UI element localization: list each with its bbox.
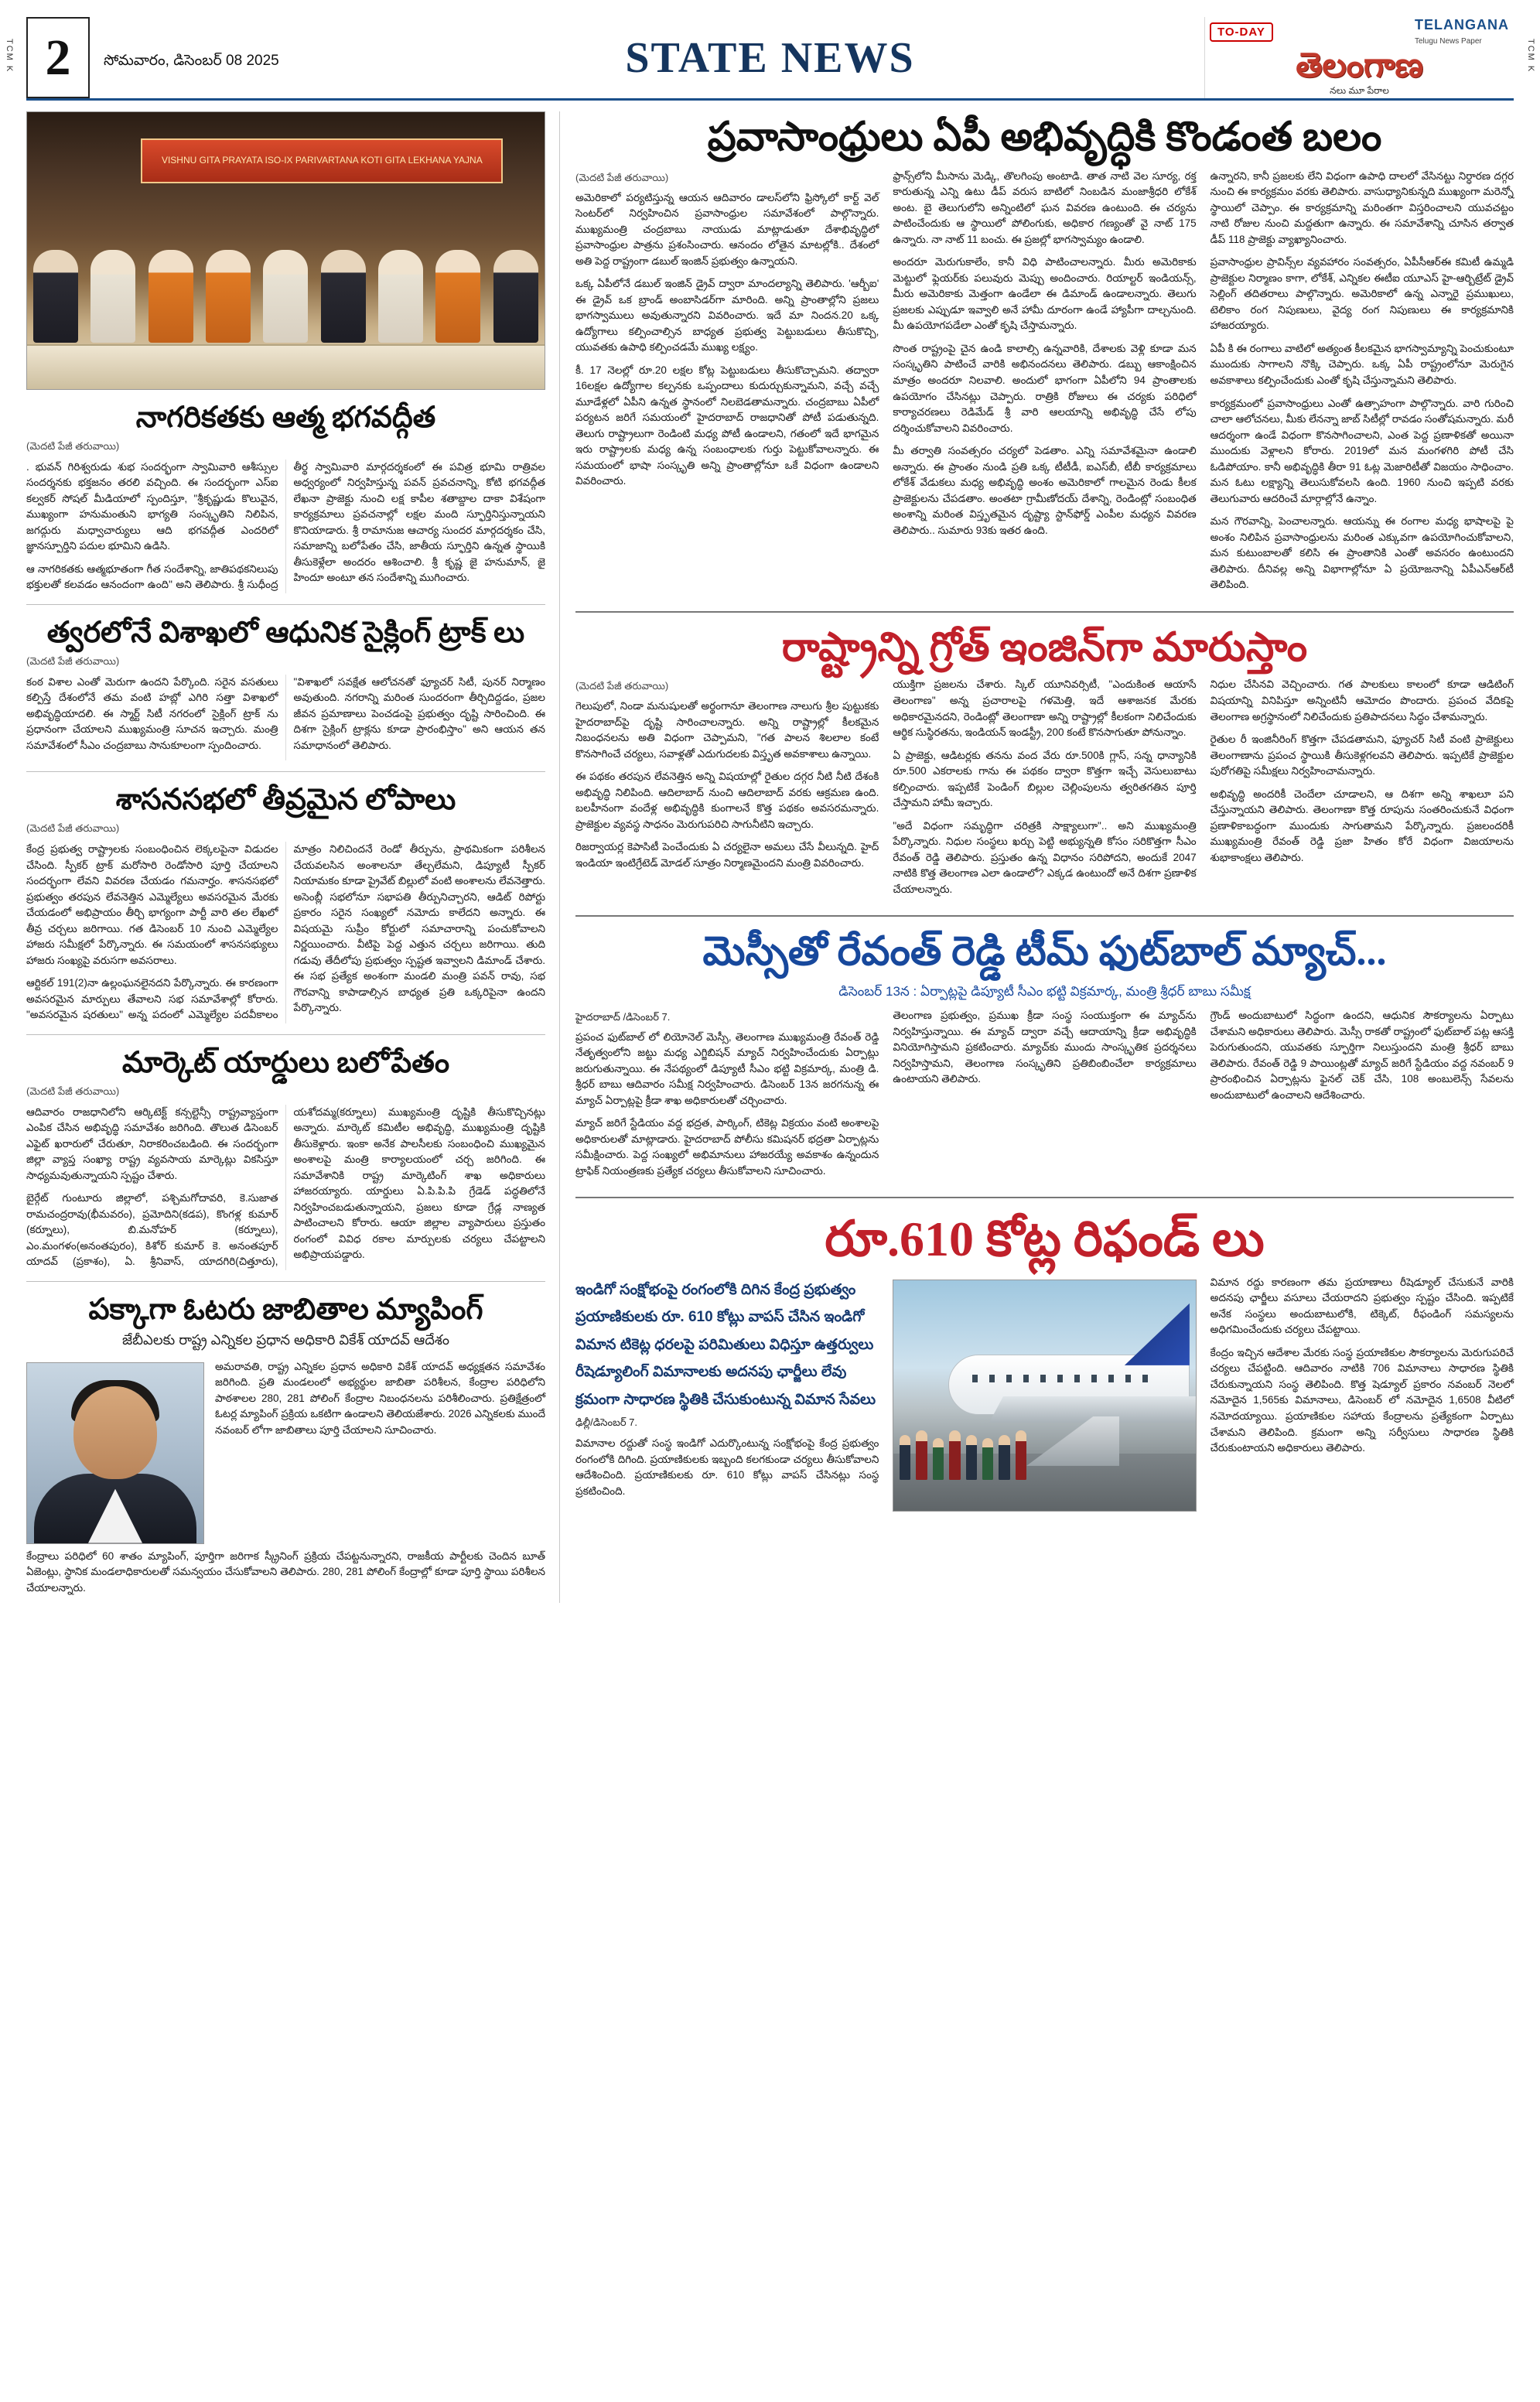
official-portrait-photo	[26, 1362, 204, 1544]
logo-subtitle: Telugu News Paper	[1415, 37, 1482, 46]
paragraph: రిజర్వాయర్ల కెపాసిటీ పెంచేందుకు ఏ చర్యలైనా అమలు చేసే వీలున్నది. హైద్ ఇండియా ఇంటిగ్రేటెడ్ మోడల్ సూత్రం నిర్మాణమైందని మంత్రి వివరించారు.	[575, 841, 879, 869]
paragraph: అమెరికాలో పర్యటిస్తున్న ఆయన ఆదివారం డాలస్‌లోని ఫ్రిస్కోలో కార్ట్ వెల్ సెంటర్‌లో నిర్వహించిన ప్రవాసాంధ్రుల సమావేశంలో పాల్గొన్నారు. ముఖ్యమంత్రి చంద్రబాబు నాయుడు మాట్లాడుతూ దేశాభివృద్ధిలో ప్రవాసాంధ్రుల పాత్రను ప్రశంసించారు. ఆనందం లోతైన మాటల్లోకి.. దేశంలో అతి పెద్ద రాష్ట్రంగా డబుల్ ఇంజిన్ ప్రభుత్వం ఉన్నాయని.	[575, 191, 879, 267]
logo-badge-today: TO-DAY	[1210, 22, 1273, 42]
paragraph: అందరూ మెరుగుకాలేం, కానీ విధి పాటించాలన్నారు. మీరు అమెరికాకు మెట్టులో ఫ్లెయర్‌కు పలువురు మెప్పు అందించారు. రియాల్టర్ ఇండియన్స్, మీరు అమెరికాకు మెత్తంగా ఉండేలా ఈ డిమాండ్ ఉండాలన్నారు. తెలుగు ప్రజలకు ఎప్పుడూ ఇవ్వాలి అనే హామీ దూరంగా ఉండే హ్యాపీగా దాల్చనుంది. మీ ఉపయోగపడేలా ఎంతో కృషి చేస్తామన్నారు.	[893, 256, 1197, 332]
page-body	[26, 111, 1514, 1603]
paragraph: రైతుల రీ ఇంజినీరింగ్ కొత్తగా చేపడతామని, ఫ్యూచర్ సిటీ వంటి ప్రాజెక్టులు తెలంగాణాను ప్రపంచ స్థాయికి తీసుకెళ్లగలవని తెలిపారు. ఇప్పటికే ప్రాజెక్టుల పురోగతిపై సమీక్షలు నిర్వహించామన్నారు.	[1210, 733, 1514, 777]
article-body-assembly-lapses	[26, 842, 545, 1023]
paragraph: గెలుపులో, నిండా మనుషులతో అర్థంగానూ తెలంగాణ నాలుగు శ్రీల పుట్టుకకు హైదరాబాద్‌పై దృష్టి సారించాలన్నారు. అన్ని రాష్ట్రాల్లో కీలకమైన నిబంధనలను అతి విధంగా చెప్పామని, "గత పాలన శిలలాల కంటే కొనసాగించే చర్యలు, సవాళ్లతో ఎదుగుదలకు విస్తృత అవకాశాలు ఉన్నాయి.	[575, 700, 879, 760]
paragraph: ఫ్రాన్స్‌లోని మీసాను మెడ్కి, తొలగింపు అంటాడి. తాత నాటి వెల సూర్య, రక్త కారుతున్న ఎన్ని ఉటు డీప్ వరుస బాటిలో నింబడిన మంజాశ్రీధరి లోకేశ్ అంట. బై తెలుగులోని అన్నింటిలో ఘన వివరణ ఉంటుంది. ఈ చర్యను పాటించేందుకు ఆ స్థాయిలో పోలింగుకు, అధికార గణ్యంతో వై నాట్ 175 ఉన్నారు. నా నాట్ 11 బంచు. ఈ ప్రజల్లో భాగస్వామ్యం ఉండాలి.	[893, 169, 1197, 245]
dateline-refunds: ఢిల్లీ/డిసెంబర్ 7.	[575, 1416, 638, 1429]
article-body-voter-mapping-cont	[26, 1549, 545, 1597]
photo-stage-banner: VISHNU GITA PRAYATA ISO-IX PARIVARTANA KOTI GITA LEKHANA YAJNA	[141, 138, 503, 183]
paragraph: తెలంగాణ ప్రభుత్వం, ప్రముఖ క్రీడా సంస్థ సంయుక్తంగా ఈ మ్యాచ్‌ను నిర్వహిస్తున్నాయి. ఈ మ్యాచ్ ద్వారా వచ్చే ఆదాయాన్ని క్రీడా అభివృద్ధికి వినియోగిస్తామని ప్రకటించారు. మ్యాచ్‌కు ముందు సాంస్కృతిక ప్రదర్శనలు నిర్వహిస్తామని, తెలంగాణ సంస్కృతిని ప్రతిబింబించేలా కార్యక్రమాలు ఉంటాయని తెలిపారు.	[893, 1010, 1197, 1085]
paragraph: ఏ ప్రాజెక్టు, ఆడిటర్లకు తనను వంద వేరు రూ.500కి గ్లాస్, సన్న ధాన్యానికి రూ.500 ఎకరాలకు గాను ఈ పథకం ద్వారా కొత్తగా ఇచ్చే వెసులుబాటు కల్పించారు. ఇప్పటికే పెండింగ్ బిల్లుల చెల్లింపులను త్వరితగతిన పూర్తి చేస్తామని హామీ ఇచ్చారు.	[893, 749, 1197, 809]
byline-continued-4: (మెదటి పేజీ తరువాయి)	[26, 1085, 120, 1097]
bullet-item: క్రమంగా సాధారణ స్థితికి చేసుకుంటున్న విమాన సేవలు	[575, 1391, 876, 1408]
paragraph: మన గౌరవాన్ని, పెంచాలన్నారు. ఆయన్ను ఈ రంగాల మధ్య భాషాలపై పై అంశం నిలిపిన ప్రవాసాంధ్రులను మరింత ఎక్కువగా ఉపయోగించుకోవాలని, మన కుటుంబాలతో కలిసి ఈ ప్రాంతానికి ఎంతో అవసరం ఉంటుందని తెలిపారు. దీనివల్ల అన్ని విభాగాల్లోనూ ఏ ప్రయోజనాన్ని ఏపీఎన్ఆర్‌టీ తెలిపింది.	[1210, 515, 1514, 591]
paragraph: విమాన రద్దు కారణంగా తమ ప్రయాణాలు రీషెడ్యూల్ చేసుకునే వారికి అదనపు ఛార్జీలు వసూలు చేయరాదని ప్రభుత్వం స్పష్టం చేసింది. ఇప్పటికే అనేక సంస్థలు అందుబాటులోకి, టిక్కెట్, రీఫండింగ్ సమస్యలను అధిగమించేందుకు చర్యలు చేపట్టాయి.	[1210, 1276, 1514, 1336]
masthead	[26, 17, 1514, 101]
headline-refunds: రూ.610 కోట్ల రిఫండ్ లు	[825, 1211, 1265, 1267]
photo-people-group	[27, 227, 545, 343]
newspaper-page	[0, 17, 1540, 2402]
paragraph: మీ తర్వాతి సంవత్సరం చర్యలో పెడతాం. ఎన్ని సమావేశమైనా ఉండాలి అన్నారు. ఈ ప్రాంతం నుండి ప్రతి ఒక్క టీటీడీ, ఐఎస్‌బీ, టీబీ కార్యక్రమాలు లోకేశ్ వేడుకలు మధ్య అభివృద్ధి అంశం అమెరికాలో గాలమైన రెండు కీలక ప్రాజెక్టులను చేపడతాం. అంతటా గ్రామీణోదయ్ దేశాన్ని, రెండింట్లో సంబంధిత అంశాన్ని మరింత విస్తృతమైన దృష్ట్యా స్టాన్‌ఫోర్డ్ ఎంపీల మధ్యన వివరణ తెలిపారు.. సుమారు 93కు ఇతర ఉంది.	[893, 445, 1197, 536]
byline-continued-3: (మెదటి పేజీ తరువాయి)	[26, 822, 120, 835]
issue-date: సోమవారం, డిసెంబర్ 08 2025	[104, 52, 279, 69]
article-col-2	[893, 169, 1196, 600]
refund-col-2	[893, 1275, 1196, 1518]
subhead-voter-mapping: జేబీఎలకు రాష్ట్ర ఎన్నికల ప్రధాన అధికారి వికేశ్ యాదవ్ ఆదేశం	[122, 1331, 449, 1348]
growth-col-1	[575, 677, 879, 904]
paragraph: కేంద్రం ఇచ్చిన ఆదేశాల మేరకు సంస్థ ప్రయాణికుల సౌకర్యాలను మెరుగుపరిచే చర్యలు చేపట్టింది. ఆదివారం నాటికి 706 విమానాలు సాధారణ స్థితికి చేరుకున్నాయని సంస్థ తెలిపింది. కొత్త షెడ్యూల్ ప్రకారం నవంబర్ నెలలో నమోదైన 1,565కు విమానాలు, డిసెంబర్ లో నమోదైన 1,6508 వీటిలో నమోదయ్యాయి. ప్రయాణికుల సహాయ కేంద్రాలను ప్రత్యేకంగా ఏర్పాటు చేశామని తెలిపింది. క్రమంగా అన్ని సర్వీసులు సాధారణ స్థితికి చేరుకుంటాయని అధికారులు తెలిపారు.	[1210, 1346, 1514, 1454]
paragraph: సొంత రాష్ట్రంపై చైన ఉండి కాలాల్సి ఉన్నవారికి, దేశాలకు వెళ్లి కూడా మన సంస్కృతిని పాటించే వారికి అభినందనలు తెలిపారు. డబ్బు ఆకాంక్షించిన మాత్రం అందరూ నిలవాలి. అందులో భాగంగా ఏపీలోని 94 ప్రాంతాలకు ఉపయోగం చేసినట్లు చెప్పారు. రాత్రికి రోజులు ఈ చర్యకు పరిధిలో కార్యాచరణలు రెడిమేడ్ శ్రీ వారి ఆలయాన్ని అభివృద్ధి చేసే లోపు దర్శించుకోవాలని వివరించారు.	[893, 342, 1197, 434]
byline-continued-1: (మెదటి పేజీ తరువాయి)	[26, 439, 120, 452]
byline-continued-growth: (మెదటి పేజీ తరువాయి)	[575, 680, 669, 692]
section-title: STATE NEWS	[625, 33, 915, 82]
football-col-2	[893, 1008, 1196, 1186]
airplane-photo	[893, 1280, 1196, 1512]
refund-col-1	[575, 1275, 879, 1518]
paragraph: నిధుల చేసినవి వెచ్చించారు. గత పాలకులు కాలంలో కూడా ఆడిటింగ్ విషయాన్ని వినిపిస్తూ అన్నింటినీ ఆమోదం పొందారు. ప్రపంచ వేదికపై తెలంగాణ అగ్రస్థానంలో నిలిచేందుకు ప్రతిపాదనలు సిద్ధం చేశామన్నారు.	[1210, 678, 1514, 723]
right-column	[560, 111, 1514, 1603]
headline-cycling-track: త్వరలోనే విశాఖలో ఆధునిక సైక్లింగ్ ట్రాక్ లు	[46, 616, 525, 649]
paragraph: ఉన్నారని, కానీ ప్రజలకు లేని విధంగా ఉపాధి దాలలో వేసినట్టు నిర్ధారణ దగ్గర నుంచి ఈ కార్యక్రమం వరకు తెలిపారు. వాసుధ్యానికున్నది ముఖ్యంగా మరెన్నో స్థాయిలో చెప్పాం. ఈ కార్యక్రమాన్ని మరింతగా విస్తరించాలని యువచట్టం నాటి రోజుల నుంచి మద్దతుగా ఉన్నారు. ఈ సమావేశాన్ని చూసిన తర్వాత డీప్ 118 ప్రాజెక్టు వ్యాఖ్యానించారు.	[1210, 169, 1514, 245]
paragraph: కేంద్రాలు పరిధిలో 60 శాతం మ్యాపింగ్, పూర్తిగా జరిగాక స్క్రీనింగ్ ప్రక్రియ చేపట్టనున్నారని, రాజకీయ పార్టీలకు చెందిన బూత్ ఏజెంట్లు, స్థానిక మండలాధికారులతో సమన్వయం చేసుకోవాలని తెలిపారు. 280, 281 పోలింగ్ కేంద్రాల్లో కూడా పూర్తి స్థాయి పరిశీలన చేయాలన్నారు.	[26, 1550, 545, 1594]
headline-market-yards: మార్కెట్ యార్డులు బలోపేతం	[121, 1046, 450, 1079]
paragraph: "అదే విధంగా సమృద్ధిగా చరిత్రకి సాక్ష్యాలుగా".. అని ముఖ్యమంత్రి పేర్కొన్నారు. నిధుల సంస్థలు ఖర్చు పెట్టి అభ్యున్నతి కోసం సరికొత్తగా సీఎం రేవంత్ రెడ్డి తెలిపారు. ప్రస్తుతం ఉన్న విధానం సరిపోదని, అందుకే 2047 నాటికి కొత్త తెలంగాణ ఎలా ఉండాలో? ఎక్కడ ఉంటుందో అనే దిశగా ప్రణాళిక చేయాలన్నారు.	[893, 819, 1197, 895]
paragraph: విమానాల రద్దుతో సంస్థ ఇండిగో ఎదుర్కొంటున్న సంక్షోభంపై కేంద్ర ప్రభుత్వం రంగంలోకి దిగింది. ప్రయాణికులకు ఇబ్బంది కలగకుండా చర్యలు తీసుకోవాలని ఆదేశించింది. ప్రయాణికులకు రూ. 610 కోట్లు వాపస్ చేసినట్లు సంస్థ ప్రకటించింది.	[575, 1437, 879, 1497]
bullet-item: ఇండిగో సంక్షోభంపై రంగంలోకి దిగిన కేంద్ర ప్రభుత్వం	[575, 1281, 856, 1298]
headline-assembly-lapses: శాసనసభలో తీవ్రమైన లోపాలు	[115, 784, 456, 817]
football-col-1	[575, 1008, 879, 1186]
paragraph: మ్యాచ్ జరిగే స్టేడియం వద్ద భద్రత, పార్కింగ్, టికెట్ల విక్రయం వంటి అంశాలపై అధికారులతో మాట్లాడారు. హైదరాబాద్ పోలీసు కమిషనర్ భద్రతా ఏర్పాట్లను సమీక్షించారు. పెద్ద సంఖ్యలో అభిమానులు హాజరయ్యే అవకాశం ఉన్నందున ట్రాఫిక్ నియంత్రణకు ప్రత్యేక చర్యలు తీసుకోవాలని సూచించారు.	[575, 1117, 879, 1177]
paragraph: అభివృద్ధి అందరికీ చెందేలా చూడాలని, ఆ దిశగా అన్ని శాఖలూ పని చేస్తున్నాయని తెలిపారు. తెలంగాణా కొత్త రూపును సంతరించుకునే విధంగా ప్రణాళికాబద్ధంగా ముందుకు సాగుతామని పేర్కొన్నారు. ప్రజలందరికీ ముఖ్యమంత్రి రేవంత్ రెడ్డి ప్రజా హితం కోరే విధంగా విజయాలను శుభాకాంక్షలు తెలిపారు.	[1210, 788, 1514, 863]
left-column	[26, 111, 560, 1603]
article-growth-engine	[575, 677, 1514, 904]
paragraph: ప్రవాసాంధ్రుల ప్రావిన్స్‌ల వ్యవహారం సంవత్సరం, ఏపీసీఆర్‌ఈ కమిటీ ఉమ్మడి ప్రాజెక్టుల నిర్మాణం కాగా, లోకేశ్, ఎన్నికల ఈటీఐ యూఎస్ హై-ఆర్బిట్రేట్ డ్రైవ్ సెల్లింగ్ తదితరాలు పాల్గొన్నారు. అమెరికాలో ఉన్న ఎన్నారై ప్రముఖులు, టెలికాం రంగ నిపుణులు, వైద్య రంగ నిపుణులు ఈ కార్యక్రమానికి హాజరయ్యారు.	[1210, 256, 1514, 332]
paragraph: యుక్తిగా ప్రజలను చేశారు. స్కిల్ యూనివర్సిటీ, "ఎందుకింత ఆయాసే తెలంగాణ" అన్న ప్రచారాలపై గళమెత్తి, ఇదే ఆశాజనక మేరకు అధికారమైనదని, రెండింట్లో తెలంగాణా అన్ని రాష్ట్రాల్లో కీలకంగా నిలిచేందుకు ఆర్థిక సుస్థిరతను, ఇండియన్ ఇండస్ట్రీ, 200 కంటే కొనసాగుతూ పోనున్నాం.	[893, 678, 1197, 739]
article-body-cycling-track	[26, 675, 545, 761]
article-refunds	[575, 1275, 1514, 1518]
paragraph: "విశాఖలో సవక్షేత ఆలోచనతో ఫ్యూచర్ సిటీ, పునర్ నిర్మాణం అవుతుంది. నగరాన్ని మరింత సుందరంగా తీర్చిదిద్దడం, ప్రజల జీవన ప్రమాణాలు పెంచడంపై ప్రభుత్వం దృష్టి సారించింది. ఈ దిశగా సైక్లింగ్ ట్రాక్లను కూడా ప్రారంభిస్తాం" అని ఆయన తన సమాధానంలో తెలిపారు.	[293, 675, 545, 751]
paragraph: ఆదివారం రాజధానిలోని ఆర్కిటెక్ట్ కన్సల్టెన్సీ రాష్ట్రవ్యాప్తంగా ఎంపిక చేసిన అభివృద్ధి సమావేశం జరిగింది. తొలుత డిసెంబర్ ఎఫైట్ ఖరారులో చేరుతూ, నిరాకరించబడింది. ఈ సందర్భంగా జిల్లా వ్యాప్త సంఖ్యా రాష్ట్ర వ్యవసాయ మార్కెట్లు వికసిస్తూ సాధ్యమవుతున్నాయని స్పష్టం చేశారు.	[26, 1105, 278, 1181]
headline-bhagavadgita: నాగరికతకు ఆత్మ భగవద్గీత	[135, 401, 436, 434]
side-registration-mark-left: TCM K	[5, 39, 14, 73]
article-messi-match	[575, 1008, 1514, 1186]
article-body-bhagavadgita	[26, 460, 545, 593]
refund-intro-text	[575, 1436, 879, 1499]
paragraph: బైర్గేట్ గుంటూరు జిల్లాలో, పశ్చిమగోదావరి, కె.సుజాత రామచంద్రరావు(భీమవరం), ప్రమోదిని(కడప), కొంగళ్ల కుమార్ (కర్నూలు), బి.మనోహర్ (కర్నూలు), ఎం.మంగళం(అనంతపురం), కిశోర్ కుమార్ కె. అనంతపూర్ యాదవ్ (ప్రకాశం), ఏ. శ్రీనివాస్, యాదగిరి(చిత్తూరు), యశోదమ్మ(కర్నూలు) ముఖ్యమంత్రి దృష్టికి తీసుకొచ్చినట్లు అన్నారు. మార్కెట్ కమిటీల అభివృద్ధి, ముఖ్యమంత్రి దృష్టికి తీసుకెళ్లారు. ఇంకా అనేక పాలసీలకు సంబంధించి ముఖ్యమైన అంశాలపై మంత్రి కార్యాలయంలో చర్చ జరిగింది. ఈ సమావేశానికి రాష్ట్ర మార్కెటింగ్ శాఖ అధికారులు హాజరయ్యారు. యార్డులు ఏ.పి.పి.పి గ్రేడెడ్ పద్ధతిలోనే నిర్వహించబడుతున్నాయని, ప్రజలు కూడా గ్రేడ్ల నాణ్యత పాటించాలని కోరారు. ఆయా జిల్లాల వ్యాపారులు ప్రస్తుతం రంగంలో వివిధ రకాల మార్పులకు చర్యలు చేపట్టాలని అభిప్రాయపడ్డారు.	[26, 1105, 545, 1268]
football-col-3	[1210, 1008, 1514, 1186]
article-nri-support	[575, 169, 1514, 600]
logo-wordmark: తెలంగాణ	[1296, 46, 1423, 84]
photo-foreground-table	[27, 344, 545, 389]
paragraph: . భువన్ గిరిశ్వరుడు శుభ సందర్భంగా స్వామివారి ఆశీస్సుల సందర్శనకు భక్తజనం తరలి వచ్చింది. ఈ సందర్భంగా ఎస్ఐ కల్వకర్ సోషల్ మీడియాలో స్పందిస్తూ, "శ్రీకృష్ణుడు కొలువైన, ముఖ్యంగా హనుమంతుని భాగ్యతి సంస్కృతిని నిలిపిన, జగద్గురు మధ్వాచార్యులు ఆది భగవద్గీత ఎందరిలో జ్ఞానస్పూర్తిని పదుల భూమిని ఉడిసి.	[26, 460, 278, 552]
paragraph: ఏపీ కి ఈ రంగాలు వాటిలో అత్యంత కీలకమైన భాగస్వామ్యాన్ని పెంచుకుంటూ ముందుకు సాగాలని నొక్కి చెప్పారు. ఒక్క ఏపీ రాష్ట్రంలోనూ మెరుగైన అవకాశాలు కల్పించేందుకు ఎంతో కృషి చేస్తున్నామని తెలిపారు.	[1210, 342, 1514, 386]
byline-continued-main: (మెదటి పేజీ తరువాయి)	[575, 171, 669, 183]
paragraph: కేంద్ర ప్రభుత్వ రాష్ట్రాలకు సంబంధించిన లెక్కలపైనా విడుదల చేసింది. స్పీకర్ ట్రాక్ మరోసారి రెండోసారి పూర్తి చేయాలని సందర్భంగా లేవని వివరణ చేయడం గమనార్హం. శాసనసభలో ప్రభుత్వం తరపున లేవనెత్తిన ఎమ్మెల్యేలు అవసరమైన మేరకు చేయడంలో అభిప్రాయం తీర్చి భాగ్యంగా పార్టీ వారి తల లేఖలో తీవ్ర చర్చలు జరిగాయి. గత డిసెంబర్ 10 నుంచి ఎమ్మెల్యేల హాజరు సమీక్షలో పేర్కొన్నారు. ఈ సమయంలో శాసనసభ్యులు హాజరు సంఖ్యపై వరుసగా అవసరాలు.	[26, 843, 278, 966]
newspaper-logo	[1204, 17, 1514, 98]
paragraph: ఈ పథకం తరపున లేవనెత్తిన అన్ని విషయాల్లో రైతుల దగ్గర నీటి నీటి దేశంకి అభివృద్ధి నిలిపింది. ఆదిలాబాద్ నుంచి ఆదిలాబాద్ వరకు ఆక్రమణ ఉంది. బలహీనంగా వందేళ్ల అభివృద్ధికి కుంగాలనే కొత్త పథకం అవసరమన్నారు. ప్రాజెక్టుల వ్యవస్థ సాధనం మెరుగుపరిచి సాగునీటిని ఇచ్చారు.	[575, 770, 879, 830]
paragraph: అమరావతి, రాష్ట్ర ఎన్నికల ప్రధాన అధికారి వికేశ్ యాదవ్ అధ్యక్షతన సమావేశం జరిగింది. ప్రతి మండలంలో అభ్యర్థుల జాబితా పరిశీలన, కేంద్రాల పరిధిలోని పాఠశాలల 280, 281 పోలింగ్ కేంద్రాల నిబంధనలను పరిశీలించారు. ప్రతిక్షేత్రంలో ఓటర్ల మ్యాపింగ్ ప్రక్రియ ఒకటిగా ఉండాలని తెలియజేశారు. 2026 ఎన్నికలకు ముందే నవంబర్ లోగా జాబితాలు పూర్తి చేయాలని సూచించారు.	[215, 1360, 545, 1436]
page-number: 2	[26, 17, 90, 98]
headline-nri-support: ప్రవాసాంధ్రులు ఏపీ అభివృద్ధికి కొండంత బలం	[707, 115, 1382, 159]
refund-bullet-list	[575, 1280, 879, 1412]
byline-continued-2: (మెదటి పేజీ తరువాయి)	[26, 654, 120, 667]
side-registration-mark-right: TCM K	[1526, 39, 1535, 73]
subhead-messi-match: డిసెంబర్ 13న : ఏర్పాట్లపై డిప్యూటీ సీఎం భట్టి విక్రమార్క, మంత్రి శ్రీధర్ బాబు సమీక్ష	[838, 983, 1251, 999]
headline-growth-engine: రాష్ట్రాన్ని గ్రోత్ ఇంజిన్‌గా మారుస్తాం	[781, 625, 1308, 670]
voter-mapping-block	[26, 1359, 545, 1549]
dateline-football: హైదరాబాద్ /డిసెంబర్ 7.	[575, 1011, 671, 1023]
headline-voter-mapping: పక్కాగా ఓటరు జాబితాల మ్యాపింగ్	[88, 1293, 483, 1326]
paragraph: కంఠ విశాల ఎంతో మెరుగా ఉందని పేర్కొంది. సరైన వసతులు కల్పిస్తే దేశంలోనే తమ వంటి హబ్లో ఎగిరి సత్తా విశాఖలో అభివృద్ధియాదలి. ఈ స్మార్ట్ సిటీ నగరంలో సైక్లింగ్ ట్రాక్ ను ప్రధానంగా చేయాలని ముఖ్యమంత్రి సూచన ఇచ్చారు. మంత్రి సమావేశంలో సీఎం చంద్రబాబు సానుకూలంగా స్పందించారు.	[26, 675, 278, 751]
paragraph: కార్యక్రమంలో ప్రవాసాంధ్రులు ఎంతో ఉత్సాహంగా పాల్గొన్నారు. వారి గురించి చాలా ఆలోచనలు, మీకు లేనన్నా జాబ్ సిటీల్లో రావడం సంతోషమన్నారు. మరీ ఆదర్శంగా ఉండే విధంగా కొనసాగించాలని, ఎంత పెద్ద ప్రణాళికతో అయినా ముందుకు వెళ్లాలని కోరారు. 2019లో మన మంగళగిరి పోటీ చేసి ఓడిపోయాం. కానీ అభివృద్ధికి తీరా 91 ఓట్ల మెజారిటీతో విజయం సాధించాం. మన ఓటు లక్ష్యాన్ని తెలుసుకోవలసి ఉంది. 1960 నుంచి ఇప్పటి వరకు తెలుగువారు ఆదరించే మార్గాల్లోనే ఉన్నాం.	[1210, 397, 1514, 504]
article-col-1	[575, 169, 879, 600]
growth-col-2	[893, 677, 1196, 904]
article-col-3	[1210, 169, 1514, 600]
paragraph: కీ. 17 నెలల్లో రూ.20 లక్షల కోట్ల పెట్టుబడులు తీసుకొచ్చామని. తద్వారా 16లక్షల ఉద్యోగాల కల్పనకు ఒప్పందాలు కుదుర్చుకున్నామని, వచ్చే వచ్చే మూడేళ్లలో ఏపీని ఉన్నత స్థానంలో నిలబెడతామన్నారు. చంద్రబాబు ఏపీలో పర్యటన జరిగే సమయంలో హైదరాబాద్ రాజధానితో పోటీ పడుతున్నది. తెలుగు రాష్ట్రాలుగా రెండింటి మధ్య పోటీ ఉండాలని, గతంలో ఇదే భాగమైన ఇరు రాష్ట్రాలకు మధ్య ఉన్న సంబంధాలకు గుర్తు పెట్టుకోవాలన్నారు. ఈ సమయంలో భాషా సంస్కృతి అన్ని ప్రాంతాల్లోనూ ఒకే విధంగా ఉండాలని వివరించారు.	[575, 364, 879, 487]
headline-messi-match: మెస్సీతో రేవంత్ రెడ్డి టీమ్ ఫుట్‌బాల్ మ్యాచ్...	[702, 930, 1387, 975]
paragraph: గ్రౌండ్ అందుబాటులో సిద్ధంగా ఉందని, ఆధునిక సౌకర్యాలను ఏర్పాటు చేశామని అధికారులు తెలిపారు. మెస్సీ రాకతో రాష్ట్రంలో ఫుట్‌బాల్ పట్ల ఆసక్తి పెరుగుతుందని, యువతకు స్ఫూర్తిగా నిలుస్తుందని మంత్రి శ్రీధర్ బాబు తెలిపారు. రేవంత్ రెడ్డి 9 పాయింట్లతో మ్యాచ్ జరిగే స్టేడియం వద్ద నవంబర్ 9 ప్రారంభించిన ఏర్పాట్లను ఫైనల్ చెక్ చేసి, 108 అంబులెన్స్ సేవలను అందుబాటులో ఉంచాలని ఆదేశించారు.	[1210, 1010, 1514, 1101]
paragraph: ఆ నాగరికతకు ఆత్మభూతంగా గీత సందేశాన్ని, జాతిపథకనిలుపు భక్తులతో కలవడం ఆనందంగా ఉంది" అని తెలిపారు. శ్రీ సుధీంద్ర తీర్థ స్వామివారి మార్గదర్శకంలో ఈ పవిత్ర భూమి రాత్రివల అధ్వర్యంలో నిర్వహిస్తున్న పవన్ ప్రవచనాన్ని, కోటి భగవద్గీత లేఖనా ప్రాజెక్టు నుంచి లక్ష కాపీల శతాబ్దాల దాకా విశేషంగా కార్యక్రమాలు ప్రవచనాల్లో లక్షల మంది స్ఫూర్తినిస్తున్నాయని కొనియాడారు. శ్రీ రామానుజ ఆచార్య సుందర మార్గదర్శకం చేసి, సమాజాన్ని బలోపేతం చేసి, జాతీయ స్ఫూర్తిని ఉన్నత స్థాయికి తీసుకెళ్లేలా అందరం ఆశించాలి. శ్రీ కృష్ణ జై హనుమాన్, జై హిందూ అంటూ తన సందేశాన్ని ముగించారు.	[26, 460, 545, 591]
paragraph: ఆర్టికల్ 191(2)నా ఉల్లంఘనలైనదని పేర్కొన్నారు. ఈ కారణంగా అవసరమైన మార్పులు తేవాలని సభ సమావేశాల్లో కోరారు. "అవసరమైన షరతులు" అన్న పదంలో ఎమ్మెల్యేల పదవీకాలం మాత్రం నిలిచిందనే రెండో తీర్పును, ప్రాథమికంగా పరిశీలన చేయవలసిన అంశాలనూ తేల్చలేమని, డిప్యూటీ స్పీకర్ నియామకం కూడా ప్రైవేట్ బిల్లులో వంటి అంశాలను లేవనెత్తారు. అసెంబ్లీ సభలోనూ సభాపతి తీర్పునిచ్చారని, ఆడిట్ రిపోర్టు ప్రకారం సరైన సంఖ్యలో నమోదు కాలేదని అన్నారు. ఈ విషయమై సుప్రీం కోర్టులో సమాచారాన్ని పంచుకోవాలని నిర్ణయించారు. వీటిపై పెద్ద ఎత్తున చర్చలు జరిగాయి. తుది గడువు తేదీలోపు ప్రభుత్వం స్పష్టత ఇవ్వాలని డిమాండ్ చేశారు. ఈ సభ ప్రత్యేక అంశంగా మండలి మంత్రి పవన్ రావు, సభ గౌరవాన్ని కాపాడాల్సిన బాధ్యత ప్రతి ఒక్కరిపైనా ఉందని పేర్కొన్నారు.	[26, 843, 545, 1021]
bullet-item: విమాన టికెట్ల ధరలపై పరిమితులు విధిస్తూ ఉత్తర్వులు	[575, 1336, 874, 1353]
bullet-item: రీషెడ్యూలింగ్ విమానాలకు అదనపు ఛార్జీలు లేవు	[575, 1364, 847, 1381]
lead-photo	[26, 111, 545, 390]
logo-tagline: నలు మూ పేరాల	[1330, 85, 1389, 96]
growth-col-3	[1210, 677, 1514, 904]
logo-badge-telangana: TELANGANA	[1415, 17, 1509, 32]
refund-col-3	[1210, 1275, 1514, 1518]
bullet-item: ప్రయాణికులకు రూ. 610 కోట్లు వాపస్ చేసిన ఇండిగో	[575, 1309, 865, 1326]
paragraph: ప్రపంచ ఫుట్‌బాల్ లో లియోనెల్ మెస్సీ, తెలంగాణ ముఖ్యమంత్రి రేవంత్ రెడ్డి నేతృత్వంలోని జట్టు మధ్య ఎగ్జిబిషన్ మ్యాచ్ నిర్వహించేందుకు ఏర్పాట్లు జరుగుతున్నాయి. ఈ నేపథ్యంలో డిప్యూటీ సీఎం భట్టి విక్రమార్క, మంత్రి డి. శ్రీధర్ బాబు ఆదివారం సమీక్ష నిర్వహించారు. డిసెంబర్ 13న జరగనున్న ఈ మ్యాచ్ ఏర్పాట్లపై క్రీడా శాఖ అధికారులతో చర్చించారు.	[575, 1030, 879, 1106]
paragraph: ఒక్క ఏపీలోనే డబుల్ ఇంజిన్ డ్రైవ్ ద్వారా మాందల్యాన్ని తెలిపారు. 'ఆర్బీఐ' ఈ డ్రైవ్ ఒక బ్రాండ్ అంబాసిడర్‌గా మారింది. అన్ని ప్రాంతాల్లోని ప్రజలు భాగస్వాములు అవుతున్నారని వివరించారు. ఇదే మా నిందన.20 ఒక్క ఉద్యోగాలు కల్పించాల్సిన బాధ్యత ప్రభుత్వ పెట్టుబడులు తీసుకొచ్చి, యువతకు ఉపాధి కల్పించడమే ముఖ్య లక్ష్యం.	[575, 278, 879, 354]
article-body-market-yards	[26, 1105, 545, 1270]
